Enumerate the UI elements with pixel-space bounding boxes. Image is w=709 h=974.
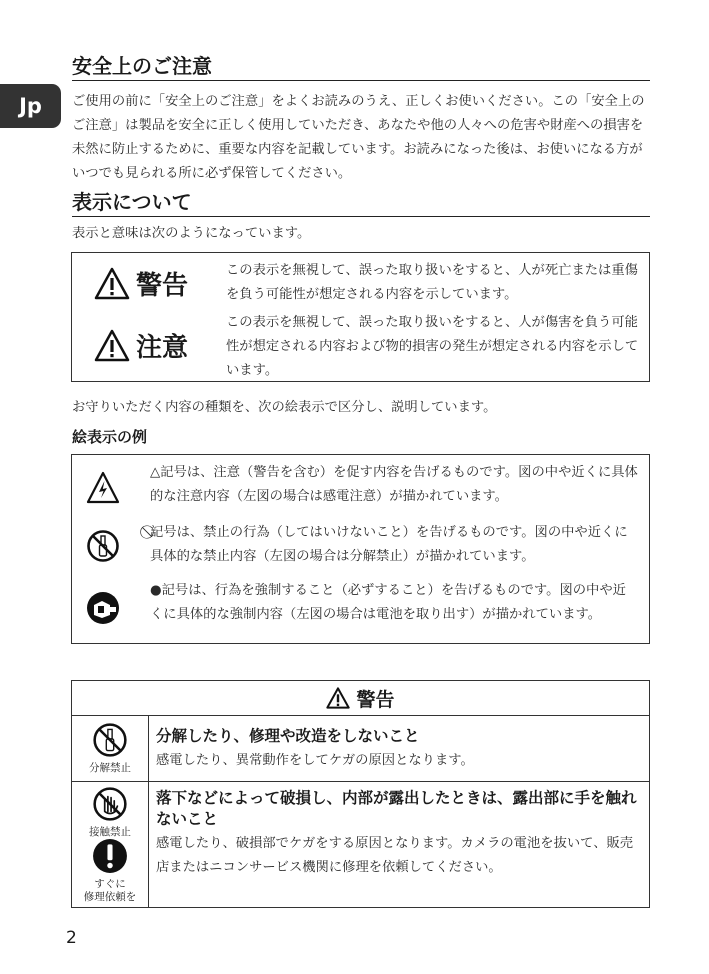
warning-row-icons — [72, 782, 149, 907]
warning-description: この表示を無視して、誤った取り扱いをすると、人が死亡または重傷を負う可能性が想定される内容を示しています。 — [226, 263, 638, 302]
warning-row-disassembly — [72, 716, 649, 782]
caution-row — [72, 311, 649, 383]
signal-word-box — [71, 252, 650, 382]
warning-row-title: 落下などによって破損し、内部が露出したときは、露出部に手を触れないこと — [156, 789, 637, 828]
icon-block-request-repair — [72, 838, 148, 904]
language-tab: Jp — [0, 84, 61, 128]
warning-row-text: 感電したり、異常動作をしてケガの原因となります。 — [156, 753, 474, 768]
example-prohibition — [72, 521, 649, 577]
no-touch-icon — [92, 786, 128, 822]
page-number: 2 — [66, 928, 77, 948]
warning-row-icons — [72, 716, 149, 781]
example-prohibition-text: ⃠記号は、禁止の行為（してはいけないこと）を告げるものです。図の中や近くに具体的な禁止内容（左図の場合は分解禁止）が描かれています。 — [150, 525, 628, 564]
icon-label: 接触禁止 — [89, 826, 131, 838]
warning-signal — [94, 265, 188, 302]
no-disassembly-icon — [86, 529, 120, 563]
icon-block-no-touch — [72, 786, 148, 839]
example-caution — [72, 461, 649, 517]
mandatory-exclamation-icon — [92, 838, 128, 874]
warning-triangle-icon — [94, 267, 130, 300]
example-caution-text: △記号は、注意（警告を含む）を促す内容を告げるものです。図の中や近くに具体的な注意内容（左図の場合は感電注意）が描かれています。 — [150, 465, 638, 504]
warning-row — [72, 253, 649, 311]
example-mandatory — [72, 579, 649, 645]
remove-battery-icon — [86, 591, 120, 625]
warning-label: 警告 — [136, 271, 189, 301]
caution-signal — [94, 327, 188, 364]
examples-title: 絵表示の例 — [72, 428, 148, 446]
warning-triangle-icon — [326, 687, 350, 709]
classify-text: お守りいただく内容の種類を、次の絵表示で区分し、説明しています。 — [72, 400, 497, 415]
caution-description: この表示を無視して、誤った取り扱いをすると、人が傷害を負う可能性が想定される内容および物的損害の発生が想定される内容を示しています。 — [226, 315, 639, 378]
caution-triangle-icon — [94, 329, 130, 362]
electric-shock-caution-icon — [86, 471, 120, 505]
warning-table-header — [72, 681, 649, 716]
icon-label: 分解禁止 — [89, 762, 131, 774]
safety-title: 安全上のご注意 — [72, 52, 650, 81]
warning-row-title: 分解したり、修理や改造をしないこと — [156, 727, 420, 745]
icon-label: すぐに — [94, 878, 126, 890]
display-title: 表示について — [72, 188, 650, 217]
safety-intro: ご使用の前に「安全上のご注意」をよくお読みのうえ、正しくお使いください。この「安全上のご注意」は製品を安全に正しく使用していただき、あなたや他の人々への危害や財産への損害を未然に防止するために、重要な内容を記載しています。お読みになった後は、お使いになる方がいつでも見られる所に必ず保管してください。 — [72, 94, 645, 181]
warning-row-text: 感電したり、破損部でケガをする原因となります。カメラの電池を抜いて、販売店またはニコンサービス機関に修理を依頼してください。 — [156, 836, 634, 875]
caution-label: 注意 — [136, 333, 189, 363]
warning-row-damage — [72, 782, 649, 907]
icon-label: 修理依頼を — [83, 891, 137, 903]
warning-table — [71, 680, 650, 908]
no-disassembly-icon — [92, 722, 128, 758]
icon-block-no-disassembly — [72, 722, 148, 775]
example-mandatory-text: ●記号は、行為を強制すること（必ずすること）を告げるものです。図の中や近くに具体的な強制内容（左図の場合は電池を取り出す）が描かれています。 — [150, 583, 626, 622]
display-intro: 表示と意味は次のようになっています。 — [72, 226, 311, 241]
warning-table-title: 警告 — [356, 688, 395, 711]
symbol-examples-box — [71, 454, 650, 644]
